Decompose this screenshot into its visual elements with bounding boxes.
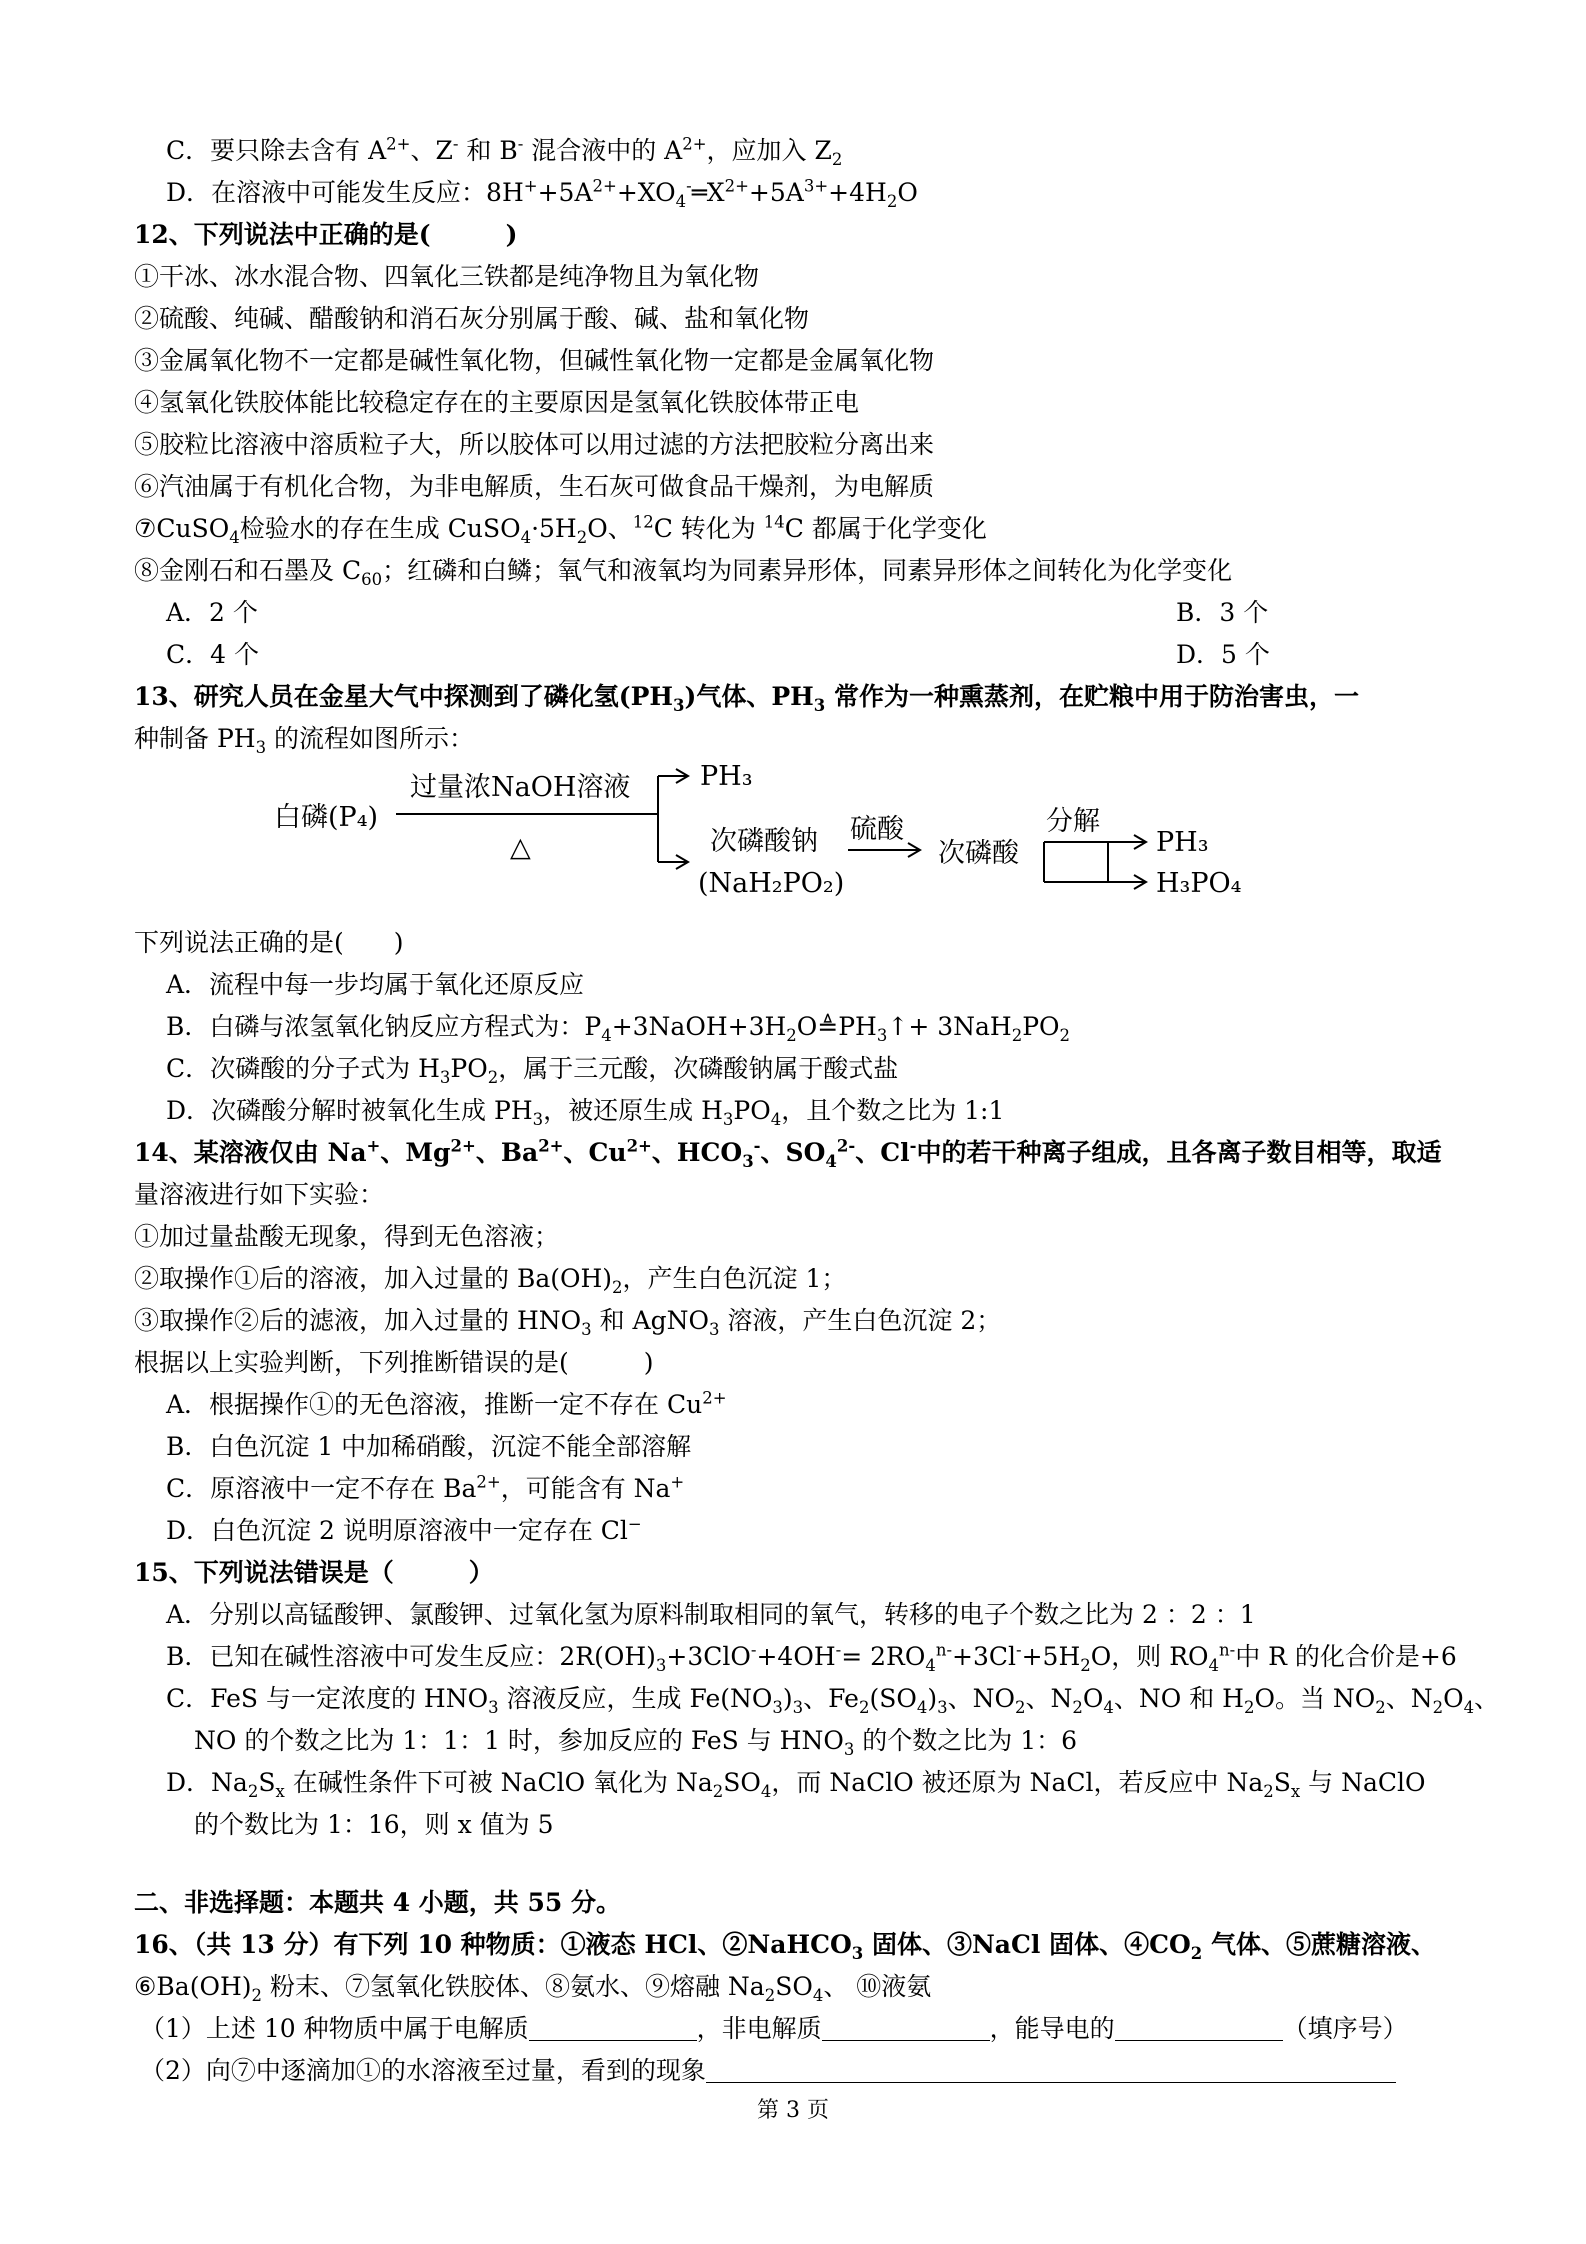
q12-option-b: B．3 个 — [1176, 598, 1269, 627]
q14-step-3: ③取操作②后的滤液，加入过量的 $HNO_3$ 和 AgNO$_3$ 溶液，产生白色沉淀 2； — [134, 1306, 1002, 1339]
flow-intermediate-2: 次磷酸 — [938, 838, 1019, 869]
flow-product-1: PH₃ — [700, 761, 753, 792]
q14-stem-cont: 量溶液进行如下实验： — [134, 1180, 385, 1209]
q12-statement-2: ②硫酸、纯碱、醋酸钠和消石灰分别属于酸、碱、盐和氧化物 — [134, 304, 810, 333]
section-2-heading: 二、非选择题：本题共 4 小题，共 55 分。 — [134, 1888, 622, 1917]
flow-condition: △ — [510, 832, 531, 863]
q13-question: 下列说法正确的是( ) — [134, 928, 404, 957]
q12-statement-7: ⑦CuSO$_4$检验水的存在生成 $CuSO_4\cdot 5H_2O$、$^{12}$C 转化为 $^{14}$C 都属于化学变化 — [134, 512, 987, 547]
q14-option-d: D．白色沉淀 2 说明原溶液中一定存在 Cl− — [166, 1514, 642, 1545]
flow-start: 白磷(P₄) — [274, 802, 379, 833]
flow-reagent: 过量浓NaOH溶液 — [410, 772, 631, 803]
q12-option-c: C．4 个 — [166, 640, 259, 669]
phosphine-flow-diagram — [270, 758, 1250, 918]
q14-step-1: ①加过量盐酸无现象，得到无色溶液； — [134, 1222, 560, 1251]
q14-option-c: C．原溶液中一定不存在 $Ba^{2+}$，可能含有 Na+ — [166, 1472, 685, 1503]
flow-reagent-2: 硫酸 — [850, 814, 904, 845]
q15-option-b: B．已知在碱性溶液中可发生反应：$2R(OH)_3+3ClO^-+4OH^-= 2RO_4^{n-}+3Cl^-+5H_2O$，则 $RO_4^{n-}$中 R 的化合价是+6 — [166, 1640, 1457, 1675]
q12-option-d: D．5 个 — [1176, 640, 1270, 669]
q13-option-c: C．次磷酸的分子式为 $H_3PO_2$，属于三元酸，次磷酸钠属于酸式盐 — [166, 1054, 899, 1087]
q14-stem-text: 14、某溶液仅由 Na+、$Mg^{2+}$、$Ba^{2+}$、$Cu^{2+}$、$HCO_3^-$、$SO_4^{2-}$、Cl-中的若干种离子组成，且各离子数目相等，取适 — [134, 1136, 1442, 1171]
flow-product-3: H₃PO₄ — [1156, 868, 1242, 899]
flow-intermediate-1: 次磷酸钠 — [710, 826, 818, 857]
q11-option-c: C．要只除去含有 $A^{2+}$、Z- 和 B- 混合液中的 $A^{2+}$，应加入 $Z_2$ — [166, 134, 843, 169]
q13-option-b: B．白磷与浓氢氧化钠反应方程式为：$P_4+3NaOH+3H_2O≜PH_3↑+ 3NaH_2PO_2$ — [166, 1012, 1071, 1045]
q12-stem: 12、下列说法中正确的是( ) — [134, 220, 518, 249]
q14-option-b: B．白色沉淀 1 中加稀硝酸，沉淀不能全部溶解 — [166, 1432, 692, 1461]
flow-intermediate-1-formula: (NaH₂PO₂) — [698, 868, 845, 899]
q14-step-2: ②取操作①后的溶液，加入过量的 $Ba(OH)_2$，产生白色沉淀 1； — [134, 1264, 847, 1297]
q14-question: 根据以上实验判断，下列推断错误的是( ) — [134, 1348, 654, 1377]
q13-stem — [134, 680, 1359, 714]
q15-option-d: D．$Na_2S_x$ 在碱性条件下可被 NaClO 氧化为 $Na_2SO_4$，而 NaClO 被还原为 NaCl，若反应中 $Na_2S_x$ 与 NaClO — [166, 1768, 1426, 1801]
q12-statement-6: ⑥汽油属于有机化合物，为非电解质，生石灰可做食品干燥剂，为电解质 — [134, 472, 935, 501]
q12-statement-5: ⑤胶粒比溶液中溶质粒子大，所以胶体可以用过滤的方法把胶粒分离出来 — [134, 430, 935, 459]
q15-option-c: C．FeS 与一定浓度的 $HNO_3$ 溶液反应，生成 $Fe(NO_3)_3$、$Fe_2(SO_4)_3$、$NO_2$、$N_2O_4$、NO 和 $H_2O$。当 $NO_2$、$N_2O_4$、 — [166, 1684, 1500, 1717]
q12-statement-3: ③金属氧化物不一定都是碱性氧化物，但碱性氧化物一定都是金属氧化物 — [134, 346, 935, 375]
q12-statement-4: ④氢氧化铁胶体能比较稳定存在的主要原因是氢氧化铁胶体带正电 — [134, 388, 860, 417]
q16-part-1: （1）上述 10 种物质中属于电解质 ，非电解质 ，能导电的 （填序号） — [140, 2014, 1408, 2043]
q12-option-a: A．2 个 — [166, 598, 258, 627]
q13-stem-cont: 种制备 $PH_3$ 的流程如图所示： — [134, 724, 475, 757]
q16-stem — [134, 1928, 1436, 1962]
q15-option-d-cont: 的个数比为 1：16，则 x 值为 5 — [194, 1810, 554, 1839]
q12-statement-8: ⑧金刚石和石墨及 $C_{60}$；红磷和白鳞；氧气和液氧均为同素异形体，同素异形体之间转化为化学变化 — [134, 556, 1233, 589]
q16-part-2: （2）向⑦中逐滴加①的水溶液至过量，看到的现象 — [140, 2054, 1396, 2088]
q15-stem: 15、下列说法错误是（ ） — [134, 1558, 494, 1587]
q13-option-a: A．流程中每一步均属于氧化还原反应 — [166, 970, 585, 999]
q15-option-c-cont: NO 的个数之比为 1：1：1 时，参加反应的 FeS 与 $HNO_3$ 的个数之比为 1：6 — [194, 1726, 1078, 1759]
q13-stem-text: 13、研究人员在金星大气中探测到了磷化氢$(PH_3)$气体、$PH_3$ 常作为一种熏蒸剂，在贮粮中用于防治害虫，一 — [134, 682, 1359, 715]
q16-stem-cont: $⑥Ba(OH)_2$ 粉末、⑦氢氧化铁胶体、⑧氨水、⑨熔融 $Na_2SO_4$、 ⑩液氨 — [134, 1972, 932, 2005]
q16-stem-text: 16、（共 13 分）有下列 10 种物质：①液态 HCl、②NaHCO$_3$ 固体、③NaCl 固体、$④CO_2$ 气体、⑤蔗糖溶液、 — [134, 1930, 1436, 1963]
q14-stem — [134, 1136, 1441, 1170]
q12-statement-1: ①干冰、冰水混合物、四氧化三铁都是纯净物且为氧化物 — [134, 262, 760, 291]
flow-step-3: 分解 — [1046, 806, 1100, 837]
q11-option-d: D．在溶液中可能发生反应：$8H^++5A^{2+}+XO_4^-═X^{2+}+5A^{3+}+4H_2O$ — [166, 176, 918, 211]
q14-option-a: A．根据操作①的无色溶液，推断一定不存在 $Cu^{2+}$ — [166, 1388, 727, 1419]
flow-product-2: PH₃ — [1156, 827, 1209, 858]
page-number: 第 3 页 — [757, 2098, 829, 2123]
q15-option-a: A．分别以高锰酸钾、氯酸钾、过氧化氢为原料制取相同的氧气，转移的电子个数之比为 2 ：2 ：1 — [166, 1600, 1256, 1629]
q13-option-d: D．次磷酸分解时被氧化生成 $PH_3$，被还原生成 $H_3PO_4$，且个数之比为 1:1 — [166, 1096, 1005, 1129]
